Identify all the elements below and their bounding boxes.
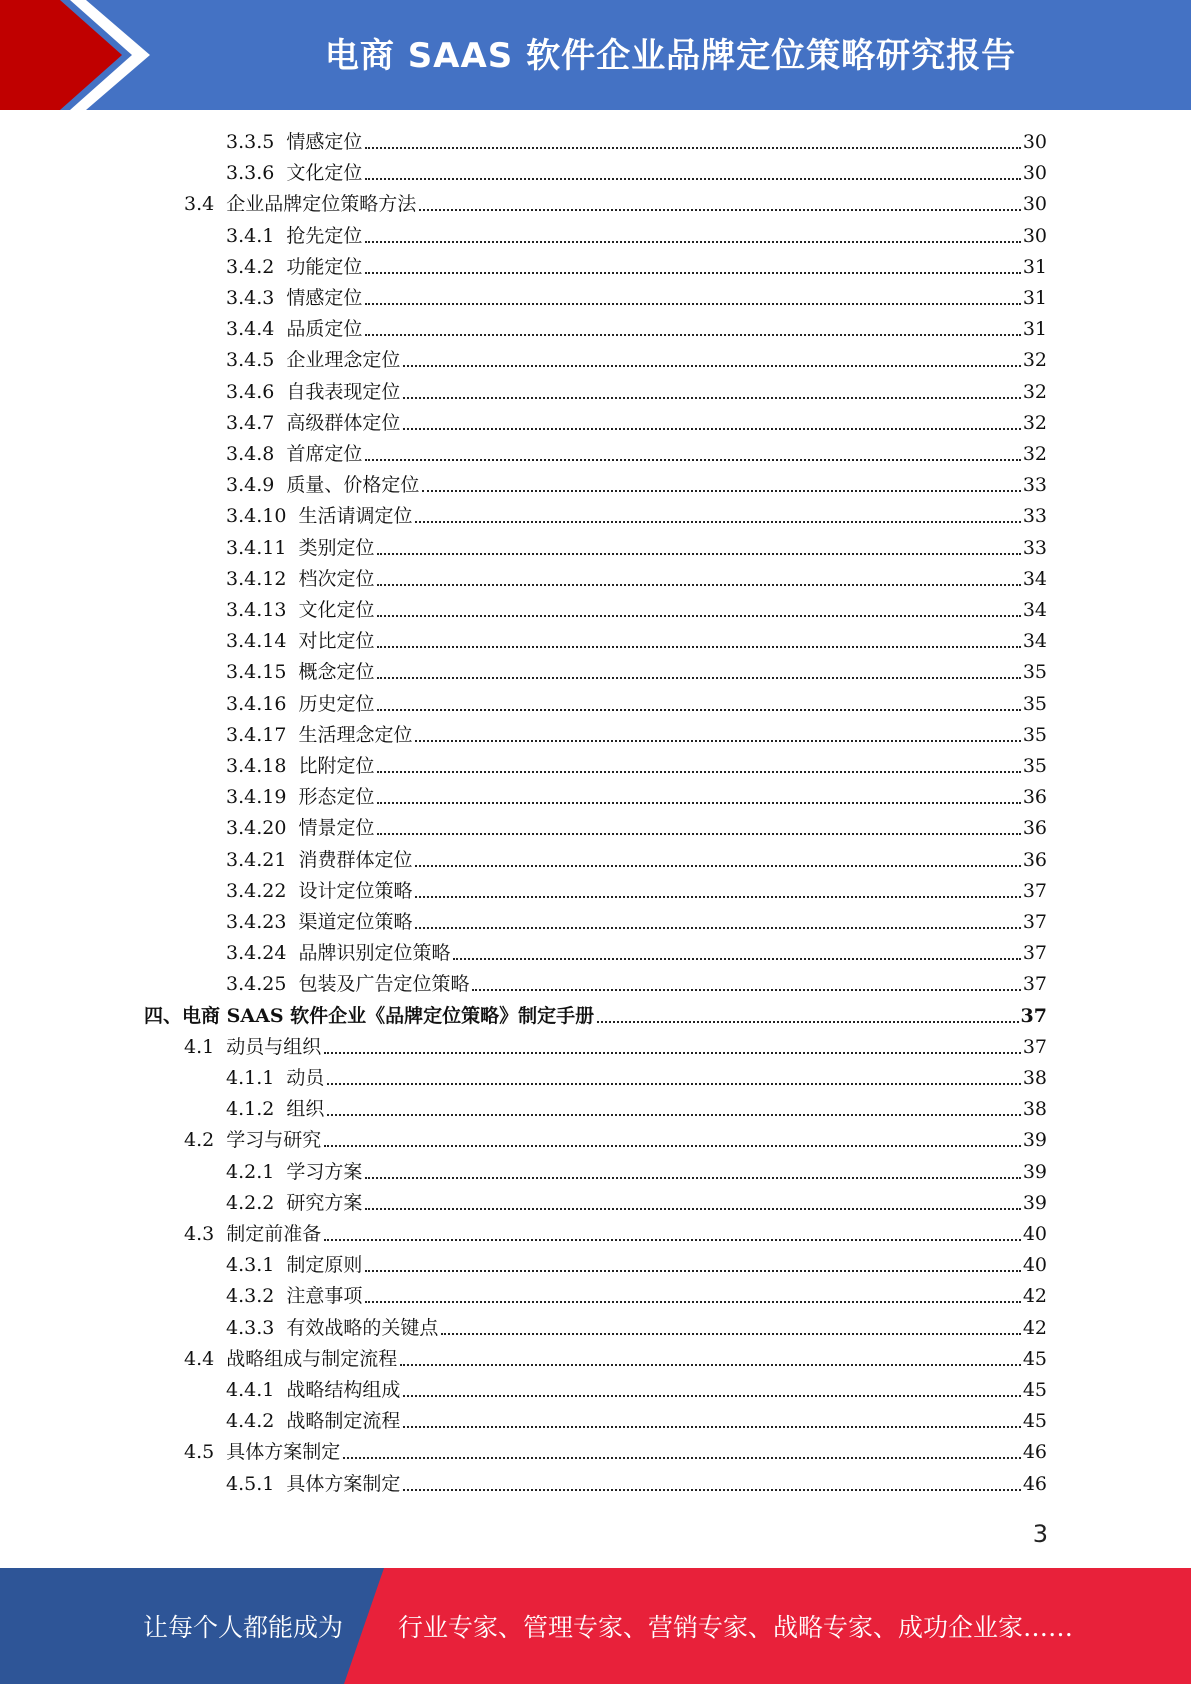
toc-entry[interactable] — [226, 626, 1047, 657]
toc-dot-leader — [324, 1145, 1021, 1147]
toc-entry-number: 3.4.21 — [226, 848, 287, 871]
toc-dot-leader — [400, 1364, 1021, 1366]
toc-entry-page: 45 — [1022, 1410, 1047, 1433]
toc-entry[interactable] — [226, 221, 1047, 252]
toc-dot-leader — [472, 989, 1020, 991]
toc-dot-leader — [365, 1301, 1020, 1303]
toc-entry[interactable] — [226, 876, 1047, 907]
toc-entry-page: 37 — [1022, 1035, 1047, 1058]
toc-dot-leader — [415, 865, 1020, 867]
toc-entry-title: 品牌识别定位策略 — [298, 942, 451, 965]
toc-dot-leader — [415, 521, 1020, 523]
toc-dot-leader — [365, 303, 1020, 305]
toc-entry-number: 4.2 — [184, 1129, 215, 1152]
toc-entry[interactable] — [226, 751, 1047, 782]
toc-entry-page: 37 — [1022, 942, 1047, 965]
toc-entry-title: 动员与组织 — [226, 1035, 322, 1058]
toc-entry-title: 动员 — [286, 1067, 325, 1089]
header-chevron-decoration — [0, 0, 160, 110]
toc-entry-page: 40 — [1022, 1223, 1047, 1245]
toc-entry-title: 战略组成与制定流程 — [226, 1347, 398, 1370]
toc-entry-title: 注意事项 — [286, 1285, 363, 1308]
toc-dot-leader — [365, 147, 1020, 149]
page-footer — [0, 1568, 1191, 1684]
toc-entry-page: 31 — [1022, 255, 1047, 278]
toc-entry[interactable] — [226, 158, 1047, 189]
toc-entry[interactable] — [226, 907, 1047, 938]
toc-entry-title: 四、电商 SAAS 软件企业《品牌定位策略》制定手册 — [144, 1004, 595, 1027]
toc-entry-number: 3.4.23 — [226, 911, 287, 933]
toc-entry-number: 3.4.4 — [226, 318, 275, 341]
toc-entry-page: 45 — [1022, 1347, 1047, 1370]
toc-entry[interactable] — [226, 1063, 1047, 1094]
toc-entry-title: 概念定位 — [298, 661, 375, 684]
toc-entry-page: 34 — [1022, 567, 1047, 590]
toc-entry-title: 类别定位 — [298, 536, 375, 559]
toc-entry[interactable] — [226, 501, 1047, 532]
toc-entry-number: 3.4.3 — [226, 287, 275, 309]
toc-entry[interactable] — [226, 720, 1047, 751]
toc-entry[interactable] — [184, 189, 1047, 220]
toc-entry[interactable] — [226, 408, 1047, 439]
toc-entry-title: 设计定位策略 — [298, 879, 413, 902]
toc-dot-leader — [365, 1270, 1020, 1272]
toc-dot-leader — [365, 1208, 1020, 1210]
toc-entry-title: 首席定位 — [286, 443, 363, 465]
toc-entry-number: 4.2.2 — [226, 1191, 275, 1214]
toc-entry-page: 35 — [1022, 692, 1047, 715]
toc-entry-page: 32 — [1022, 443, 1047, 465]
toc-entry[interactable] — [226, 813, 1047, 844]
toc-entry-number: 4.3.1 — [226, 1254, 275, 1277]
toc-entry-page: 34 — [1022, 599, 1047, 621]
toc-entry-page: 30 — [1022, 224, 1047, 247]
toc-entry[interactable] — [226, 377, 1047, 408]
toc-entry-title: 形态定位 — [298, 786, 375, 809]
footer-slogan-right: 行业专家、管理专家、营销专家、战略专家、成功企业家…… — [398, 1613, 1074, 1642]
toc-entry-title: 渠道定位策略 — [298, 911, 413, 933]
toc-entry-page: 45 — [1022, 1379, 1047, 1401]
toc-entry-number: 4.3.3 — [226, 1316, 275, 1339]
footer-slogan-left: 让每个人都能成为 — [143, 1613, 344, 1642]
toc-dot-leader — [365, 334, 1020, 336]
toc-dot-leader — [415, 927, 1020, 929]
toc-dot-leader — [377, 802, 1020, 804]
toc-entry-title: 战略结构组成 — [286, 1379, 401, 1401]
toc-entry-number: 3.4.2 — [226, 255, 275, 278]
toc-entry[interactable] — [184, 1125, 1047, 1156]
toc-entry[interactable] — [226, 1250, 1047, 1281]
toc-entry-title: 抢先定位 — [286, 224, 363, 247]
toc-entry-page: 42 — [1022, 1285, 1047, 1308]
toc-dot-leader — [403, 365, 1020, 367]
toc-entry-page: 36 — [1022, 786, 1047, 809]
toc-entry-title: 文化定位 — [298, 599, 375, 621]
toc-entry-title: 情感定位 — [286, 287, 363, 309]
toc-dot-leader — [377, 584, 1020, 586]
toc-entry-number: 3.4 — [184, 193, 215, 216]
toc-dot-leader — [365, 1177, 1020, 1179]
toc-dot-leader — [419, 209, 1021, 211]
toc-entry-title: 档次定位 — [298, 567, 375, 590]
toc-entry-title: 情感定位 — [286, 131, 363, 153]
toc-entry-title: 战略制定流程 — [286, 1410, 401, 1433]
toc-entry-number: 4.1.2 — [226, 1098, 275, 1121]
toc-entry[interactable] — [226, 657, 1047, 688]
toc-entry[interactable] — [184, 1344, 1047, 1375]
toc-dot-leader — [453, 958, 1020, 960]
toc-entry-title: 品质定位 — [286, 318, 363, 341]
toc-entry-number: 4.5.1 — [226, 1472, 275, 1495]
toc-entry-page: 39 — [1022, 1191, 1047, 1214]
toc-entry[interactable] — [226, 1188, 1047, 1219]
toc-entry-page: 39 — [1022, 1129, 1047, 1152]
toc-entry-number: 3.4.6 — [226, 380, 275, 403]
toc-entry-number: 3.4.1 — [226, 224, 275, 247]
toc-entry-number: 4.1 — [184, 1035, 215, 1058]
toc-entry-title: 生活理念定位 — [298, 723, 413, 746]
toc-dot-leader — [327, 1083, 1020, 1085]
toc-entry-number: 3.4.18 — [226, 755, 287, 777]
toc-entry[interactable] — [226, 564, 1047, 595]
toc-entry-number: 4.3 — [184, 1223, 215, 1245]
toc-entry-page: 36 — [1022, 817, 1047, 840]
toc-entry[interactable] — [226, 470, 1047, 501]
toc-entry-number: 3.4.10 — [226, 505, 287, 528]
toc-dot-leader — [403, 1395, 1020, 1397]
toc-entry[interactable] — [144, 1001, 1047, 1032]
toc-entry-number: 3.4.13 — [226, 599, 287, 621]
toc-entry-page: 35 — [1022, 661, 1047, 684]
toc-entry-title: 对比定位 — [298, 630, 375, 653]
toc-entry-page: 31 — [1022, 318, 1047, 341]
toc-entry-number: 3.4.24 — [226, 942, 287, 965]
toc-entry[interactable] — [226, 533, 1047, 564]
toc-entry[interactable] — [226, 938, 1047, 969]
toc-entry-page: 33 — [1022, 505, 1047, 528]
toc-entry[interactable] — [226, 252, 1047, 283]
toc-entry[interactable] — [226, 969, 1047, 1000]
toc-entry-title: 制定原则 — [286, 1254, 363, 1277]
toc-dot-leader — [365, 459, 1020, 461]
toc-entry-page: 37 — [1022, 879, 1047, 902]
toc-entry-title: 比附定位 — [298, 755, 375, 777]
toc-entry[interactable] — [226, 689, 1047, 720]
toc-entry-title: 学习与研究 — [226, 1129, 322, 1152]
toc-dot-leader — [365, 272, 1020, 274]
toc-entry-page: 40 — [1022, 1254, 1047, 1277]
toc-dot-leader — [422, 490, 1020, 492]
toc-entry-page: 30 — [1022, 131, 1047, 153]
toc-entry-title: 具体方案制定 — [286, 1472, 401, 1495]
toc-entry-page: 37 — [1022, 973, 1047, 996]
toc-dot-leader — [343, 1457, 1021, 1459]
toc-dot-leader — [597, 1021, 1018, 1023]
toc-dot-leader — [365, 241, 1020, 243]
toc-dot-leader — [377, 833, 1020, 835]
toc-entry-page: 42 — [1022, 1316, 1047, 1339]
toc-entry[interactable] — [226, 1281, 1047, 1312]
toc-entry-number: 4.4 — [184, 1347, 215, 1370]
toc-entry-number: 4.3.2 — [226, 1285, 275, 1308]
toc-entry-number: 3.4.22 — [226, 879, 287, 902]
toc-dot-leader — [377, 771, 1020, 773]
toc-entry-page: 32 — [1022, 349, 1047, 372]
toc-entry-number: 3.4.12 — [226, 567, 287, 590]
toc-entry-number: 4.1.1 — [226, 1067, 275, 1089]
toc-entry-number: 3.4.11 — [226, 536, 287, 559]
toc-entry-page: 34 — [1022, 630, 1047, 653]
toc-entry-title: 包装及广告定位策略 — [298, 973, 470, 996]
toc-entry-page: 36 — [1022, 848, 1047, 871]
toc-entry-title: 学习方案 — [286, 1160, 363, 1183]
toc-entry-title: 文化定位 — [286, 162, 363, 185]
toc-dot-leader — [377, 709, 1020, 711]
toc-entry-page: 33 — [1022, 474, 1047, 497]
toc-entry[interactable] — [226, 439, 1047, 470]
toc-entry-number: 4.2.1 — [226, 1160, 275, 1183]
toc-entry-title: 情景定位 — [298, 817, 375, 840]
toc-entry[interactable] — [226, 127, 1047, 158]
toc-dot-leader — [377, 615, 1020, 617]
toc-entry[interactable] — [226, 782, 1047, 813]
toc-entry-title: 高级群体定位 — [286, 411, 401, 434]
toc-entry-number: 3.4.9 — [226, 474, 275, 497]
toc-entry-page: 32 — [1022, 380, 1047, 403]
toc-dot-leader — [403, 1426, 1020, 1428]
toc-entry-page: 30 — [1022, 162, 1047, 185]
toc-entry[interactable] — [226, 1375, 1047, 1406]
toc-entry[interactable] — [226, 1406, 1047, 1437]
toc-dot-leader — [403, 397, 1020, 399]
toc-entry-page: 31 — [1022, 287, 1047, 309]
report-title: 电商 SAAS 软件企业品牌定位策略研究报告 — [324, 36, 1017, 76]
toc-entry-number: 3.4.19 — [226, 786, 287, 809]
toc-entry-number: 3.4.5 — [226, 349, 275, 372]
toc-entry-page: 46 — [1022, 1441, 1047, 1464]
toc-entry-number: 3.3.6 — [226, 162, 275, 185]
toc-entry[interactable] — [226, 1313, 1047, 1344]
toc-dot-leader — [403, 428, 1020, 430]
toc-entry[interactable] — [226, 595, 1047, 626]
toc-entry-title: 自我表现定位 — [286, 380, 401, 403]
toc-entry[interactable] — [226, 1469, 1047, 1500]
toc-entry-page: 37 — [1022, 911, 1047, 933]
toc-entry-page: 38 — [1022, 1098, 1047, 1121]
toc-entry-title: 历史定位 — [298, 692, 375, 715]
toc-entry[interactable] — [184, 1437, 1047, 1468]
toc-entry-title: 质量、价格定位 — [286, 474, 420, 497]
toc-dot-leader — [415, 896, 1020, 898]
toc-entry-title: 有效战略的关键点 — [286, 1316, 439, 1339]
toc-entry-page: 30 — [1022, 193, 1047, 216]
toc-entry-number: 4.4.2 — [226, 1410, 275, 1433]
toc-entry-number: 3.4.15 — [226, 661, 287, 684]
toc-entry-title: 消费群体定位 — [298, 848, 413, 871]
toc-dot-leader — [441, 1333, 1020, 1335]
toc-entry-number: 4.4.1 — [226, 1379, 275, 1401]
toc-entry[interactable] — [226, 1157, 1047, 1188]
toc-entry-title: 具体方案制定 — [226, 1441, 341, 1464]
toc-entry-page: 37 — [1020, 1004, 1047, 1027]
toc-entry-title: 研究方案 — [286, 1191, 363, 1214]
toc-entry-title: 功能定位 — [286, 255, 363, 278]
toc-entry-title: 组织 — [286, 1098, 325, 1121]
toc-entry-page: 39 — [1022, 1160, 1047, 1183]
toc-entry[interactable] — [226, 283, 1047, 314]
toc-entry-number: 3.4.17 — [226, 723, 287, 746]
toc-dot-leader — [377, 646, 1020, 648]
toc-entry[interactable] — [226, 845, 1047, 876]
toc-dot-leader — [324, 1052, 1021, 1054]
toc-entry[interactable] — [184, 1219, 1047, 1250]
toc-entry[interactable] — [226, 345, 1047, 376]
toc-entry-number: 3.4.25 — [226, 973, 287, 996]
toc-entry-title: 企业理念定位 — [286, 349, 401, 372]
toc-dot-leader — [415, 740, 1020, 742]
toc-dot-leader — [403, 1489, 1020, 1491]
toc-dot-leader — [324, 1239, 1021, 1241]
page-number: 3 — [1032, 1520, 1048, 1548]
page-header — [0, 0, 1191, 110]
toc-entry-title: 企业品牌定位策略方法 — [226, 193, 417, 216]
toc-dot-leader — [365, 178, 1020, 180]
toc-entry[interactable] — [226, 1094, 1047, 1125]
toc-entry-number: 3.4.8 — [226, 443, 275, 465]
toc-entry-page: 33 — [1022, 536, 1047, 559]
toc-dot-leader — [327, 1114, 1020, 1116]
toc-entry-page: 35 — [1022, 755, 1047, 777]
toc-entry-number: 3.4.16 — [226, 692, 287, 715]
toc-entry-number: 3.4.7 — [226, 411, 275, 434]
toc-entry-page: 38 — [1022, 1067, 1047, 1089]
toc-entry-page: 46 — [1022, 1472, 1047, 1495]
toc-entry-number: 3.3.5 — [226, 131, 275, 153]
toc-dot-leader — [377, 553, 1020, 555]
toc-entry[interactable] — [184, 1032, 1047, 1063]
toc-entry-number: 3.4.14 — [226, 630, 287, 653]
toc-entry-number: 4.5 — [184, 1441, 215, 1464]
toc-entry-title: 生活请调定位 — [298, 505, 413, 528]
toc-entry-title: 制定前准备 — [226, 1223, 322, 1245]
toc-entry-page: 35 — [1022, 723, 1047, 746]
toc-entry[interactable] — [226, 314, 1047, 345]
toc-entry-page: 32 — [1022, 411, 1047, 434]
toc-entry-number: 3.4.20 — [226, 817, 287, 840]
toc-dot-leader — [377, 677, 1020, 679]
